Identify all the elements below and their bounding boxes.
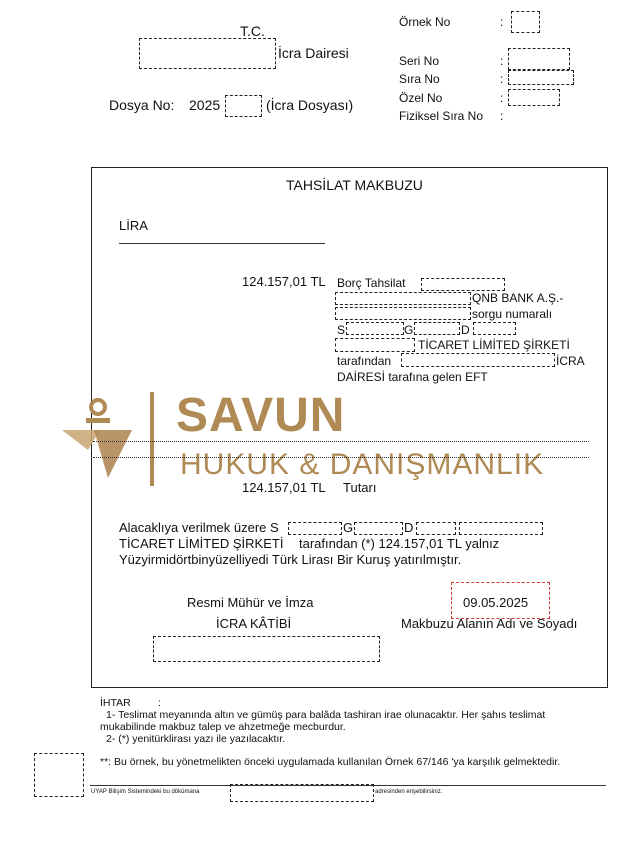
ihtar-colon: : xyxy=(158,697,161,709)
note-1b: mukabilinde makbuz talep ve ahzetmeğe mecburdur. xyxy=(100,721,346,733)
watermark-name: SAVUN xyxy=(176,389,346,442)
dosya-yil: 2025 xyxy=(189,97,221,113)
colon: : xyxy=(500,54,504,68)
redacted-dosya-no xyxy=(225,95,262,117)
makbuzu-alan-label: Makbuzu Alanın Adı ve Soyadı xyxy=(401,616,578,631)
ozel-no-label: Özel No xyxy=(399,91,443,105)
colon: : xyxy=(500,109,504,123)
redacted-ornek-no xyxy=(511,11,540,33)
line2-rest: tarafından (*) 124.157,01 TL yalnız xyxy=(299,536,500,551)
redacted-alacakli-s xyxy=(288,522,342,535)
note-1a: 1- Teslimat meyanında altın ve gümüş para balâda tashiran irae olunacaktır. Her şahıs teslimat xyxy=(106,709,546,721)
redacted-alacakli-extra xyxy=(459,522,543,535)
redacted-barcode xyxy=(34,753,84,797)
currency-underline xyxy=(119,243,325,244)
line2-company: TİCARET LİMİTED ŞİRKETİ xyxy=(119,536,284,551)
watermark-logo-icon xyxy=(60,392,150,482)
currency-label: LİRA xyxy=(119,218,148,233)
tutari-amount: 124.157,01 TL xyxy=(242,480,326,495)
g-label: G xyxy=(404,323,414,337)
company-label: TİCARET LİMİTED ŞİRKETİ xyxy=(418,338,570,352)
tarafindan-label: tarafından xyxy=(337,354,392,368)
tutari-label: Tutarı xyxy=(343,480,377,495)
watermark-subtitle: HUKUK & DANIŞMANLIK xyxy=(180,448,545,481)
amount-in-words: Yüzyirmidörtbinyüzelliyedi Türk Lirası Bir Kuruş yatırılmıştır. xyxy=(119,552,462,567)
receipt-title: TAHSİLAT MAKBUZU xyxy=(286,177,423,193)
dotted-rule-2 xyxy=(93,457,589,458)
redacted-s xyxy=(346,322,404,335)
redacted-sorgu-2 xyxy=(335,307,471,320)
redacted-katip-name xyxy=(153,636,380,662)
redacted-alacakli-g xyxy=(354,522,403,535)
redacted-ozel-no xyxy=(508,89,560,106)
resmi-muhur-label: Resmi Mühür ve İmza xyxy=(187,595,314,610)
dotted-rule-1 xyxy=(93,441,589,442)
uyap-right: adresinden erişebilirsiniz. xyxy=(375,789,443,795)
alacakliya-label: Alacaklıya verilmek üzere S xyxy=(119,520,279,535)
fiziksel-sira-no-label: Fiziksel Sıra No xyxy=(399,109,484,123)
redacted-uyap-url xyxy=(230,784,374,802)
redacted-d xyxy=(473,322,516,335)
alacakli-g-label: G xyxy=(343,520,354,535)
ihtar-label: İHTAR xyxy=(100,697,131,709)
colon: : xyxy=(500,15,504,29)
dairesi-eft-label: DAİRESİ tarafına gelen EFT xyxy=(337,370,488,384)
borc-tahsilat-label: Borç Tahsilat xyxy=(337,276,406,290)
seri-no-label: Seri No xyxy=(399,54,440,68)
sorgu-label: sorgu numaralı xyxy=(472,307,553,321)
d-label: D xyxy=(461,323,470,337)
icra-dosyasi-label: (İcra Dosyası) xyxy=(266,97,354,113)
redacted-seri-no xyxy=(508,48,570,70)
icra-dairesi-label: İcra Dairesi xyxy=(278,45,349,61)
note-2: 2- (*) yenitürklirası yazı ile yazılacaktır. xyxy=(106,733,286,745)
alacakli-d-label: D xyxy=(404,520,414,535)
redacted-alacakli-d xyxy=(416,522,456,535)
tc-label: T.C. xyxy=(240,23,265,39)
s-label: S xyxy=(337,323,346,337)
redacted-sira-no xyxy=(508,70,574,85)
receipt-date: 09.05.2025 xyxy=(463,595,529,610)
dosya-no-label: Dosya No: xyxy=(109,97,175,113)
uyap-left: UYAP Bilişim Sistemindeki bu dökümana xyxy=(91,789,200,795)
redacted-icra-office xyxy=(401,353,555,367)
ornek-no-label: Örnek No xyxy=(399,15,451,29)
colon: : xyxy=(500,72,504,86)
redacted-sorgu-1 xyxy=(335,292,471,305)
amount: 124.157,01 TL xyxy=(242,274,326,289)
bank-name: QNB BANK A.Ş.- xyxy=(472,291,564,305)
redacted-icra-name xyxy=(139,38,276,69)
icra-katibi-label: İCRA KÂTİBİ xyxy=(216,616,292,631)
sira-no-label: Sıra No xyxy=(399,72,440,86)
redacted-tahsilat xyxy=(421,278,505,291)
colon: : xyxy=(500,91,504,105)
watermark-divider xyxy=(150,392,154,486)
redacted-g xyxy=(414,322,460,335)
redacted-company-name xyxy=(335,338,415,352)
icra-label: İCRA xyxy=(556,354,585,368)
note-3: **: Bu örnek, bu yönetmelikten önceki uygulamada kullanılan Örnek 67/146 'ya karşılık gelmektedir. xyxy=(100,756,561,768)
